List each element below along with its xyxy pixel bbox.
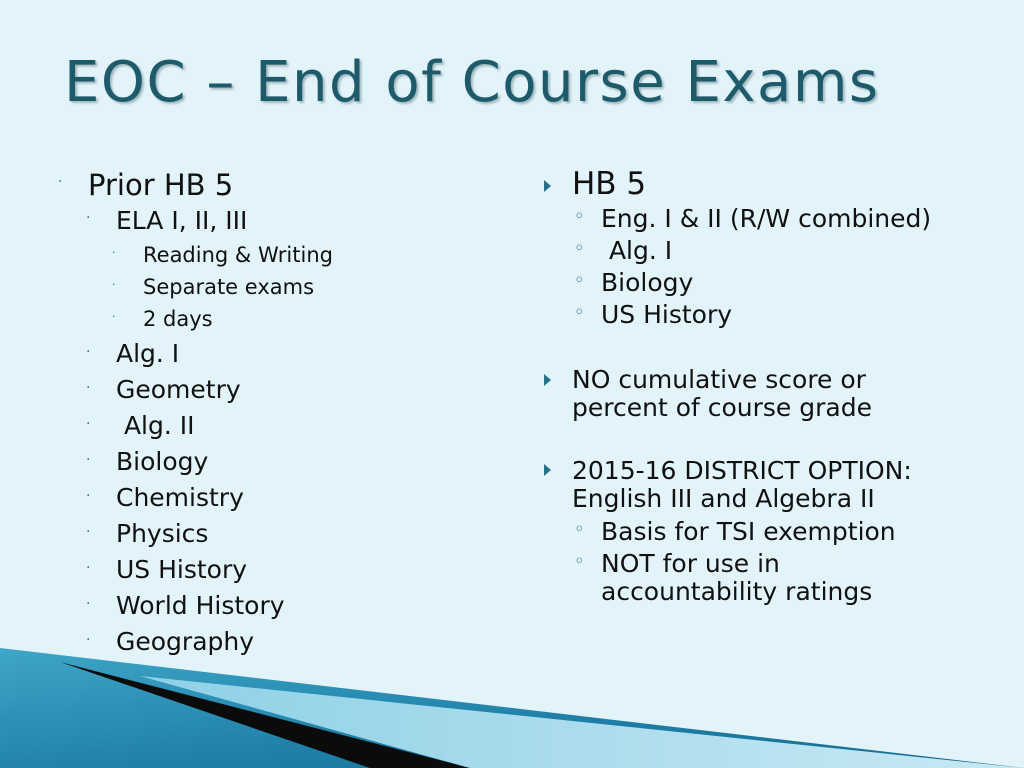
note-sub-item: NOT for use in bbox=[601, 549, 780, 578]
dot-bullet-icon: · bbox=[58, 174, 63, 190]
subject-item: US History bbox=[116, 555, 248, 584]
note-line: 2015-16 DISTRICT OPTION: bbox=[572, 456, 912, 485]
slide-title: EOC – End of Course Exams bbox=[64, 50, 880, 115]
ring-bullet-icon: ◦ bbox=[574, 551, 585, 572]
test-item: Biology bbox=[601, 268, 694, 297]
dot-bullet-icon: · bbox=[86, 344, 91, 360]
subject-item: Alg. II bbox=[116, 411, 195, 440]
subject-item: Alg. I bbox=[116, 339, 180, 368]
subject-item: Biology bbox=[116, 447, 209, 476]
test-item: Alg. I bbox=[601, 236, 673, 265]
dot-bullet-icon: · bbox=[112, 278, 116, 291]
ring-bullet-icon: ◦ bbox=[574, 206, 585, 227]
subject-item: Geography bbox=[116, 627, 255, 656]
note-line: NO cumulative score or bbox=[572, 365, 866, 394]
dot-bullet-icon: · bbox=[86, 210, 91, 226]
ring-bullet-icon: ◦ bbox=[574, 238, 585, 259]
dot-bullet-icon: · bbox=[86, 524, 91, 540]
dot-bullet-icon: · bbox=[112, 310, 116, 323]
test-item: Eng. I & II (R/W combined) bbox=[601, 204, 932, 233]
dot-bullet-icon: · bbox=[86, 488, 91, 504]
ring-bullet-icon: ◦ bbox=[574, 519, 585, 540]
dot-bullet-icon: · bbox=[86, 416, 91, 432]
ela-sub-item: 2 days bbox=[143, 307, 213, 331]
dot-bullet-icon: · bbox=[112, 246, 116, 259]
dot-bullet-icon: · bbox=[86, 560, 91, 576]
ring-bullet-icon: ◦ bbox=[574, 302, 585, 323]
ela-sub-item: Reading & Writing bbox=[143, 243, 333, 267]
dot-bullet-icon: · bbox=[86, 452, 91, 468]
ela-item: ELA I, II, III bbox=[116, 206, 248, 235]
dot-bullet-icon: · bbox=[86, 632, 91, 648]
note-sub-item: accountability ratings bbox=[601, 577, 873, 606]
test-item: US History bbox=[601, 300, 733, 329]
subject-item: Geometry bbox=[116, 375, 241, 404]
subject-item: Chemistry bbox=[116, 483, 244, 512]
dot-bullet-icon: · bbox=[86, 380, 91, 396]
ring-bullet-icon: ◦ bbox=[574, 270, 585, 291]
note-line: percent of course grade bbox=[572, 393, 872, 422]
subject-item: Physics bbox=[116, 519, 209, 548]
right-heading: HB 5 bbox=[572, 166, 647, 202]
note-sub-item: Basis for TSI exemption bbox=[601, 517, 896, 546]
subject-item: World History bbox=[116, 591, 285, 620]
dot-bullet-icon: · bbox=[86, 596, 91, 612]
ela-sub-item: Separate exams bbox=[143, 275, 315, 299]
left-heading: Prior HB 5 bbox=[88, 168, 234, 202]
note-line: English III and Algebra II bbox=[572, 484, 875, 513]
